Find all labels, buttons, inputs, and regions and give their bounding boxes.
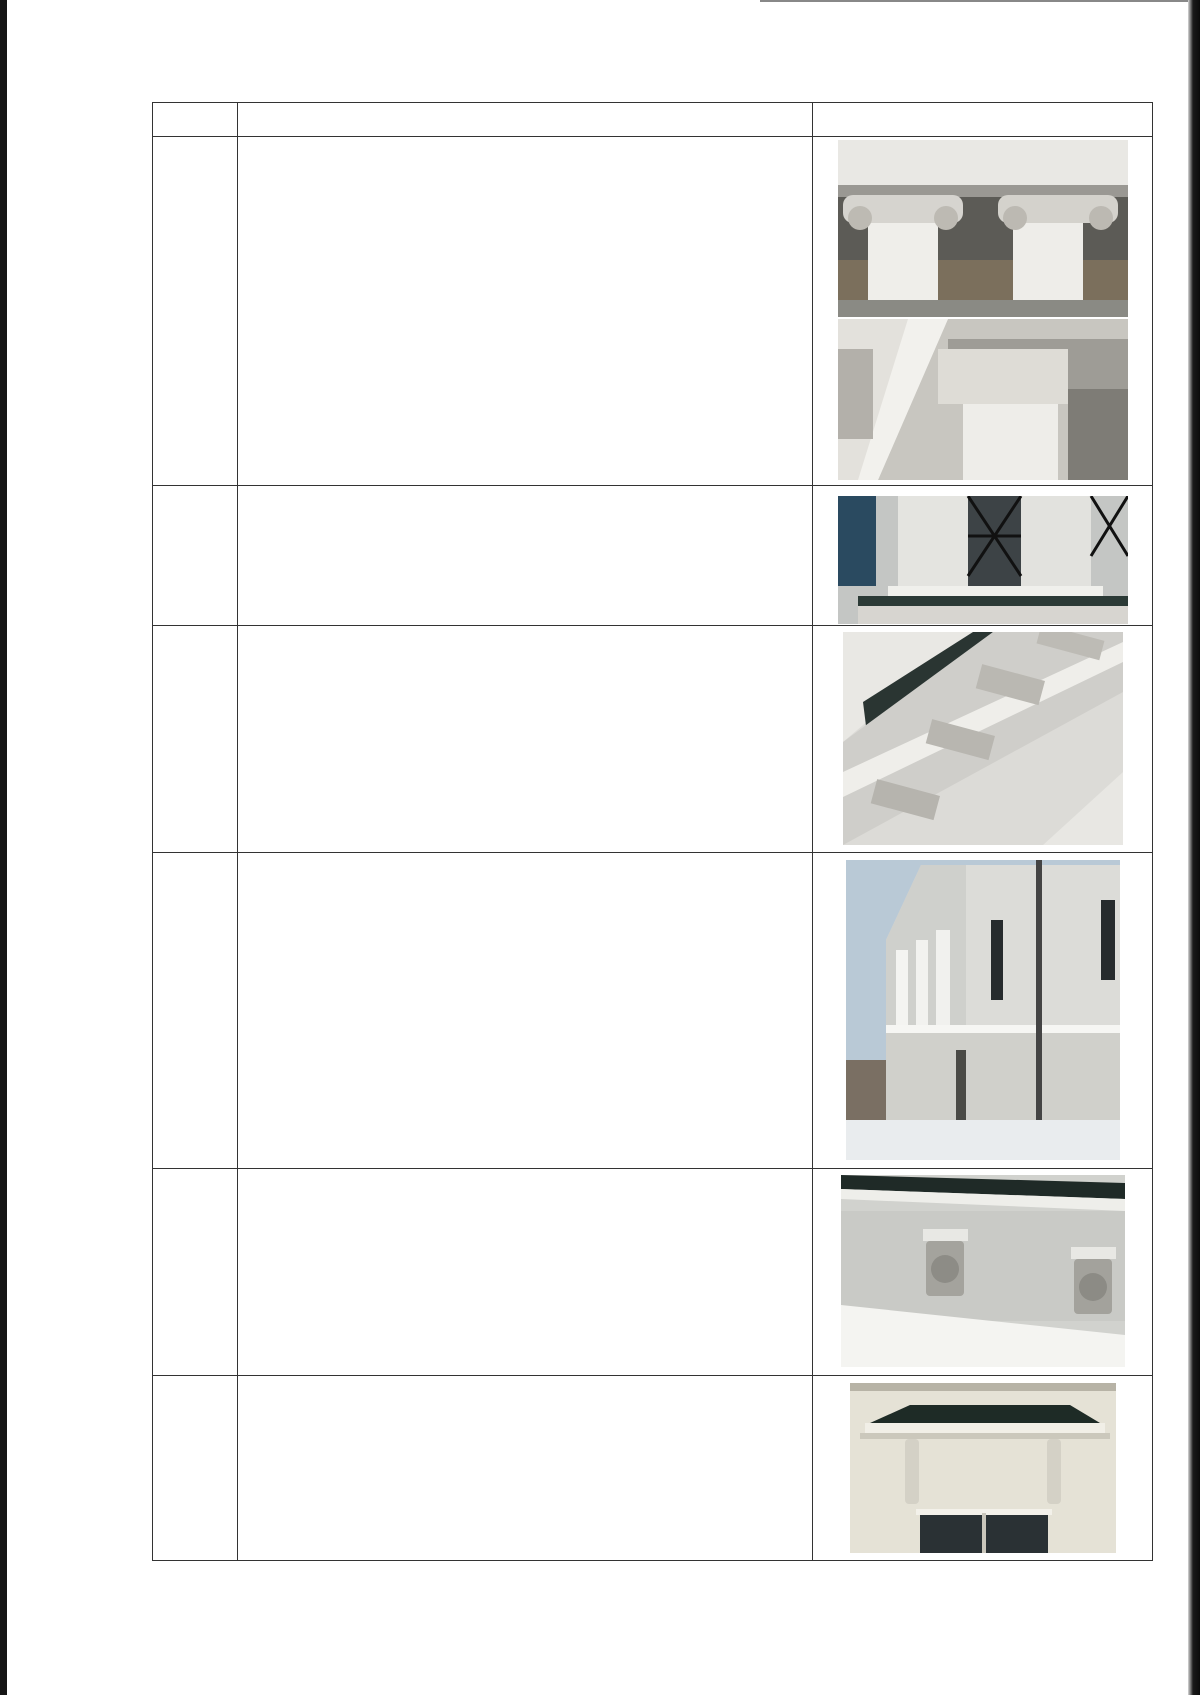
row-number [153,1169,237,1177]
row-description [238,1169,812,1173]
header-col-2 [238,103,813,137]
scan-top-edge [760,0,1188,2]
elements-table [152,102,1153,1561]
photo-mezzanine-cornice-modillions [841,1175,1125,1367]
table-row [153,1376,1153,1561]
photo-column-bases [838,496,1128,624]
row-description [238,1376,812,1380]
header-col-1 [153,103,238,137]
photo-sandriks-on-volute-brackets [850,1383,1116,1553]
table-row [153,486,1153,626]
row-number [153,137,237,145]
table-row [153,137,1153,486]
row-number [153,486,237,494]
photo-ionic-capitals-pair [838,140,1128,317]
photo-crowning-cornice-modillions [843,632,1123,845]
header-col-3 [813,103,1153,137]
table-header-row [153,103,1153,137]
row-number [153,626,237,634]
photo-interfloor-belt-course [846,860,1120,1160]
row-description [238,853,812,857]
row-description [238,486,812,490]
row-number [153,853,237,861]
table-row [153,853,1153,1169]
row-description [238,626,812,630]
row-number [153,1376,237,1384]
scan-left-edge [0,0,7,1695]
row-description [238,137,812,141]
scan-right-edge [1188,0,1200,1695]
photo-ionic-capital-detail [838,319,1128,480]
table-row [153,1169,1153,1376]
table-row [153,626,1153,853]
